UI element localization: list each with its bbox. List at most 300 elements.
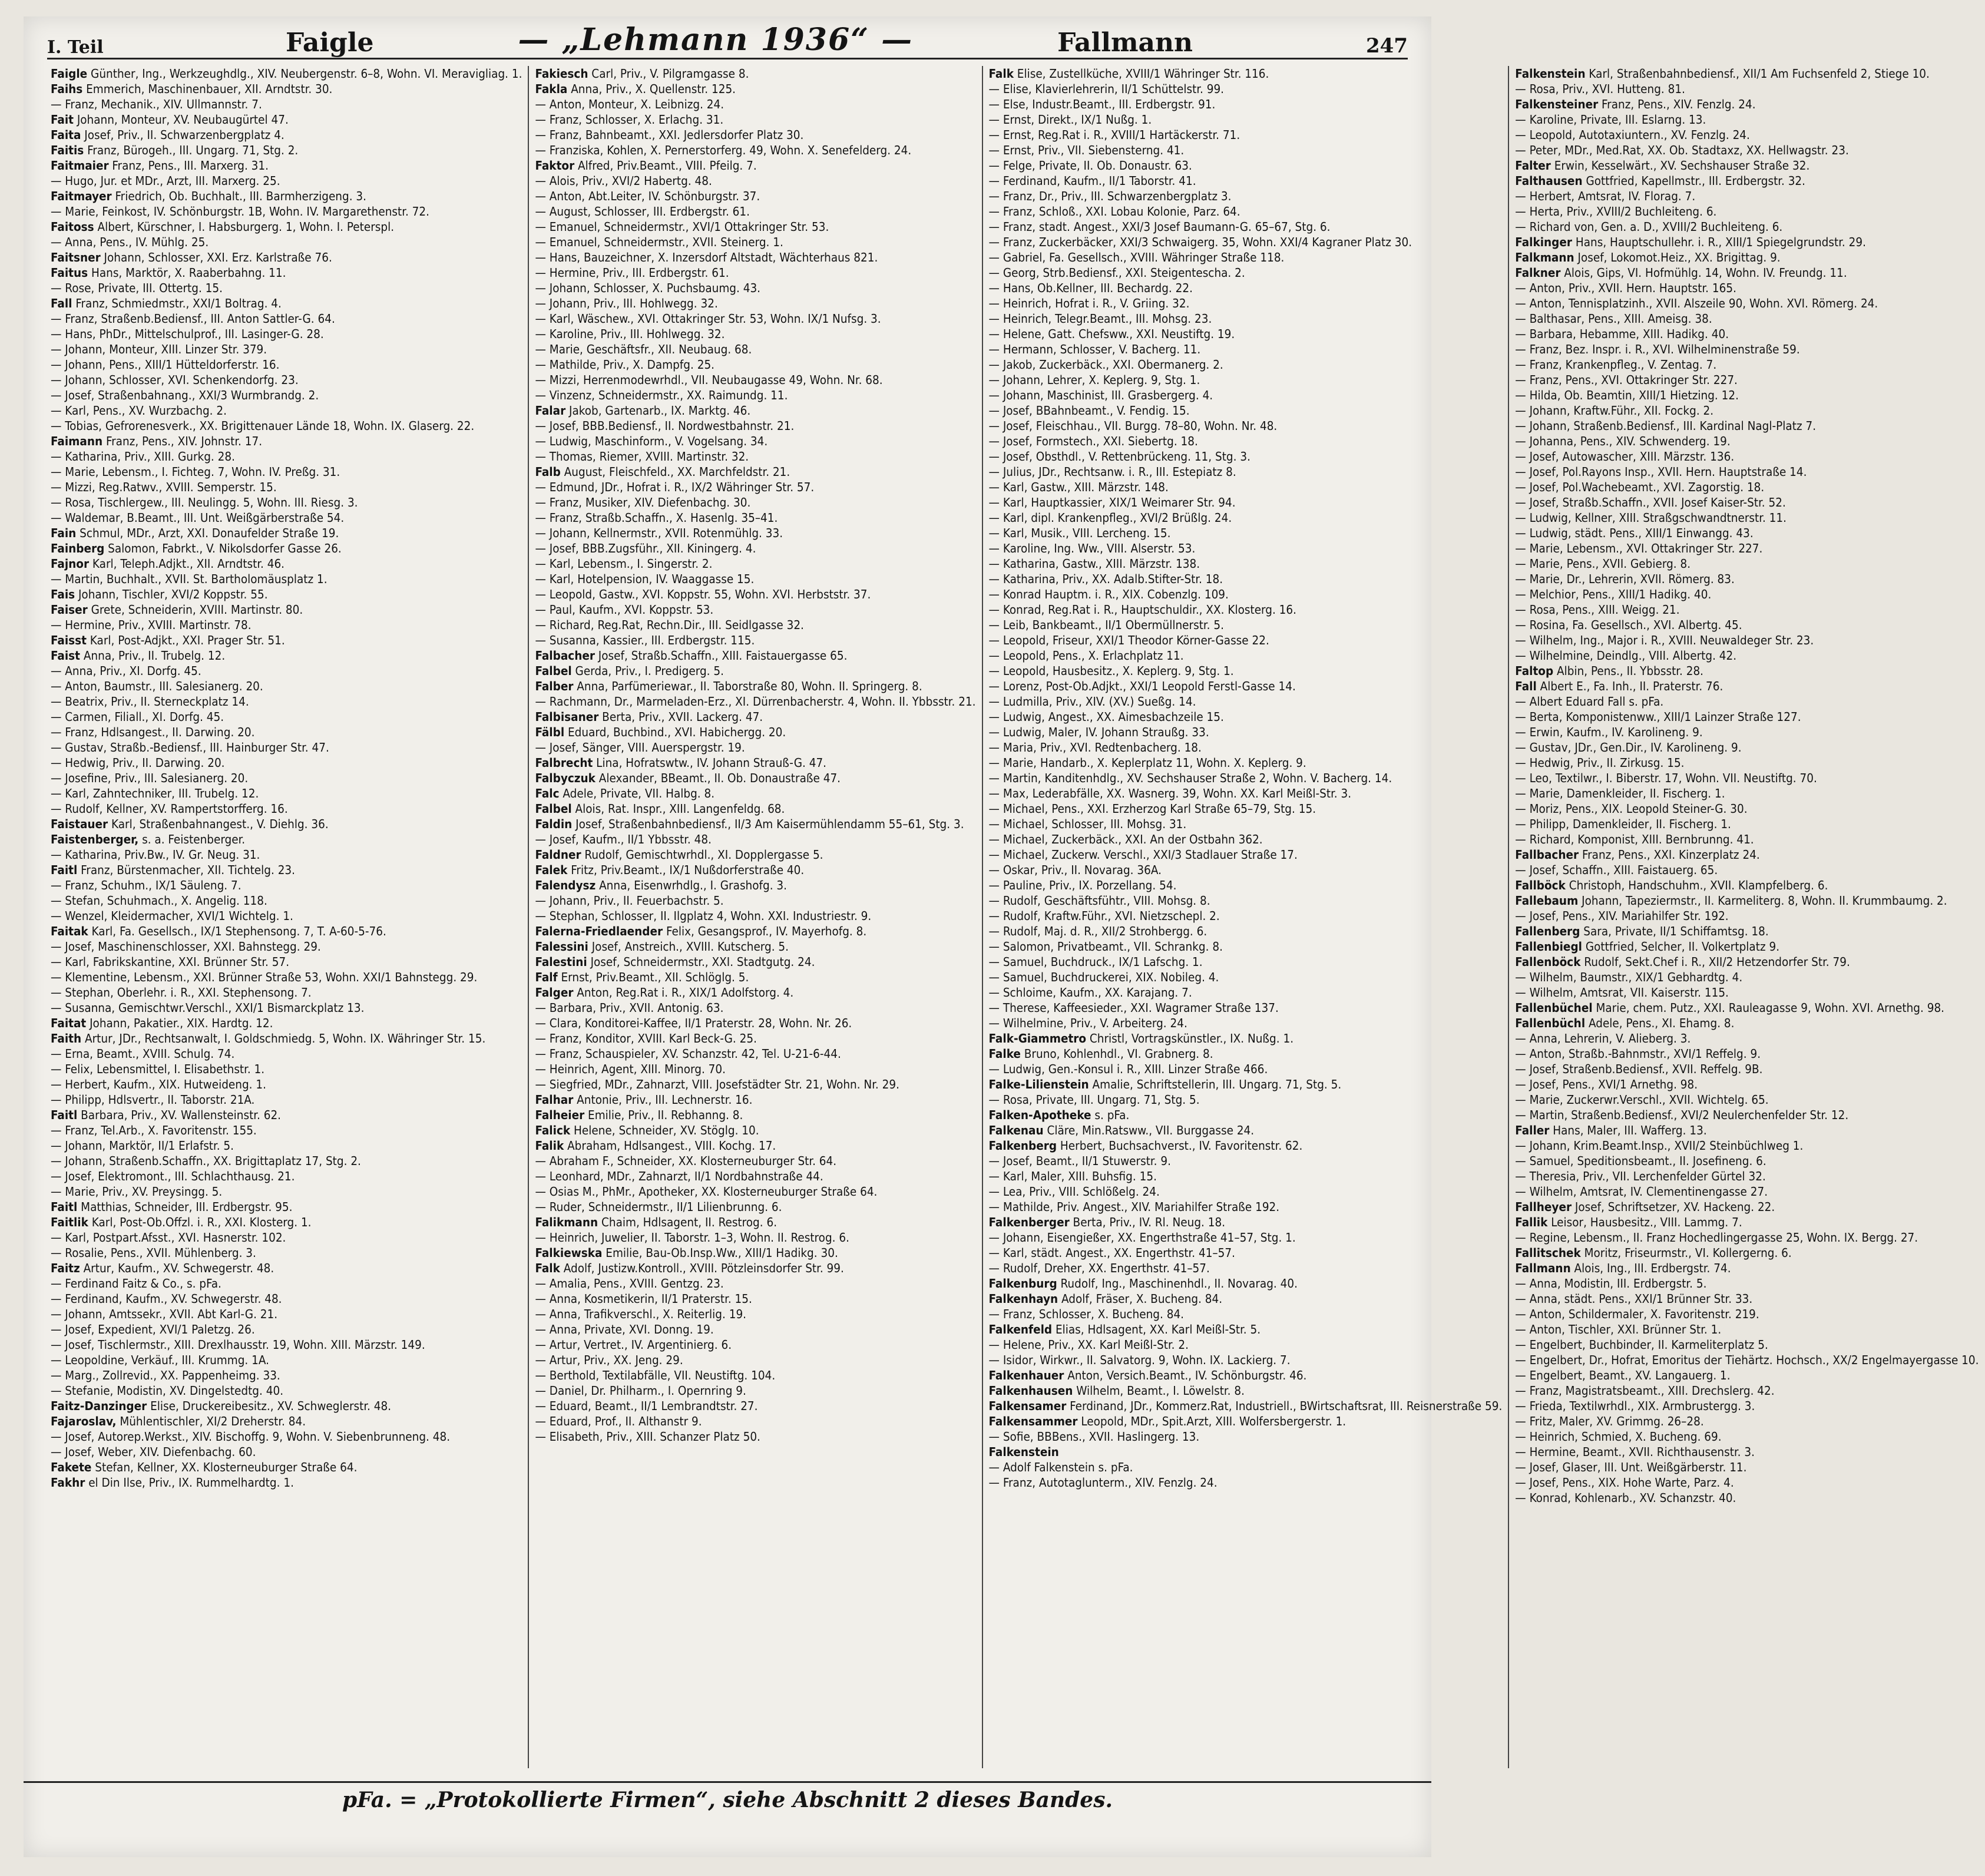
directory-entry: — Franz, Schlosser, X. Erlachg. 31. [535, 113, 724, 127]
directory-entry: Fakiesch Carl, Priv., V. Pilgramgasse 8. [535, 67, 749, 81]
directory-entry: — Rosalie, Pens., XVII. Mühlenberg. 3. [51, 1246, 256, 1260]
directory-entry: — Amalia, Pens., XVIII. Gentzg. 23. [535, 1276, 724, 1291]
directory-entry: Falbyczuk Alexander, BBeamt., II. Ob. Donaustraße 47. [535, 771, 841, 785]
directory-entry: Falbrecht Lina, Hofratswtw., IV. Johann Strauß-G. 47. [535, 756, 827, 770]
directory-page [24, 16, 1979, 1857]
directory-entry: — Karoline, Priv., III. Hohlwegg. 32. [535, 327, 725, 341]
directory-entry: Faistauer Karl, Straßenbahnangest., V. Diehlg. 36. [51, 817, 329, 831]
directory-entry: — Hermann, Schlosser, V. Bacherg. 11. [988, 342, 1201, 356]
directory-entry: Faitmaier Franz, Pens., III. Marxerg. 31. [51, 158, 269, 173]
directory-entry: — Ludwig, städt. Pens., XIII/1 Einwangg. 43. [1515, 526, 1754, 540]
directory-entry: — Gustav, JDr., Gen.Dir., IV. Karolineng. 9. [1515, 740, 1742, 755]
directory-entry: Fait Johann, Monteur, XV. Neubaugürtel 47. [51, 113, 289, 127]
directory-entry: Fallenböck Rudolf, Sekt.Chef i. R., XII/2 Hetzendorfer Str. 79. [1515, 955, 1850, 969]
directory-entry: — Hermine, Priv., XVIII. Martinstr. 78. [51, 618, 252, 632]
directory-entry: — Elise, Klavierlehrerin, II/1 Schüttelstr. 99. [988, 82, 1225, 96]
directory-entry: Fallebaum Johann, Tapeziermstr., II. Karmeliterg. 8, Wohn. II. Krummbaumg. 2. [1515, 894, 1947, 908]
directory-entry: — Karl, Zahntechniker, III. Trubelg. 12. [51, 786, 259, 800]
directory-entry: Faisst Karl, Post-Adjkt., XXI. Prager Str. 51. [51, 633, 285, 647]
directory-entry: — Karl, Gastw., XIII. Märzstr. 148. [988, 480, 1169, 494]
directory-entry: — Alois, Priv., XVI/2 Habertg. 48. [535, 174, 712, 188]
directory-entry: — Peter, MDr., Med.Rat, XX. Ob. Stadtaxz, XX. Hellwagstr. 23. [1515, 143, 1849, 157]
directory-entry: — Katharina, Priv., XX. Adalb.Stifter-Str. 18. [988, 572, 1223, 586]
directory-entry: — Anton, Schildermaler, X. Favoritenstr. 219. [1515, 1307, 1759, 1321]
directory-entry: — Vinzenz, Schneidermstr., XX. Raimundg. 11. [535, 388, 788, 402]
directory-entry: — Franz, Musiker, XIV. Diefenbachg. 30. [535, 495, 751, 509]
directory-entry: — Hans, Bauzeichner, X. Inzersdorf Altstadt, Wächterhaus 821. [535, 250, 878, 264]
directory-entry: — Josef, BBahnbeamt., V. Fendig. 15. [988, 403, 1190, 418]
directory-entry: — Karl, dipl. Krankenpfleg., XVI/2 Brüßlg. 24. [988, 511, 1232, 525]
directory-entry: — Wilhelmine, Deindlg., VIII. Albertg. 42. [1515, 649, 1737, 663]
directory-entry: Faitz-Danzinger Elise, Druckereibesitz., XV. Schweglerstr. 48. [51, 1399, 392, 1413]
directory-entry: Falek Fritz, Priv.Beamt., IX/1 Nußdorferstraße 40. [535, 863, 805, 877]
directory-entry: Falk Adolf, Justizw.Kontroll., XVIII. Pötzleinsdorfer Str. 99. [535, 1261, 844, 1275]
directory-entry: — Hans, PhDr., Mittelschulprof., III. Lasinger-G. 28. [51, 327, 324, 341]
entry-columns [45, 66, 1979, 1768]
directory-entry: Fallbacher Franz, Pens., XXI. Kinzerplatz 24. [1515, 848, 1760, 862]
directory-entry: — Artur, Vertret., IV. Argentinierg. 6. [535, 1338, 732, 1352]
directory-entry: Falkner Alois, Gips, VI. Hofmühlg. 14, Wohn. IV. Freundg. 11. [1515, 266, 1847, 280]
directory-entry: — Katharina, Priv.Bw., IV. Gr. Neug. 31. [51, 848, 260, 862]
directory-entry: — Josef, Pol.Rayons Insp., XVII. Hern. Hauptstraße 14. [1515, 465, 1807, 479]
directory-entry: Falik Abraham, Hdlsangest., VIII. Kochg. 17. [535, 1139, 776, 1153]
directory-entry: — Rudolf, Kraftw.Führ., XVI. Nietzschepl. 2. [988, 909, 1220, 923]
directory-entry: Falkenberg Herbert, Buchsachverst., IV. Favoritenstr. 62. [988, 1139, 1303, 1153]
directory-entry: — Franz, Mechanik., XIV. Ullmannstr. 7. [51, 97, 262, 111]
directory-entry: — Ludwig, Angest., XX. Aimesbachzeile 15. [988, 710, 1224, 724]
directory-entry: — Marie, Lebensm., I. Fichteg. 7, Wohn. IV. Preßg. 31. [51, 465, 340, 479]
directory-entry: Falber Anna, Parfümeriewar., II. Taborstraße 80, Wohn. II. Springerg. 8. [535, 679, 922, 693]
directory-entry: — Karl, städt. Angest., XX. Engerthstr. 41–57. [988, 1246, 1235, 1260]
directory-entry: Falke-Lilienstein Amalie, Schriftstellerin, III. Ungarg. 71, Stg. 5. [988, 1077, 1342, 1091]
directory-entry: — Jakob, Zuckerbäck., XXI. Obermanerg. 2. [988, 358, 1223, 372]
directory-entry: — Beatrix, Priv., II. Sterneckplatz 14. [51, 694, 249, 709]
directory-entry: Falheier Emilie, Priv., II. Rebhanng. 8. [535, 1108, 743, 1122]
directory-entry: — Anna, Kosmetikerin, II/1 Praterstr. 15. [535, 1292, 752, 1306]
directory-entry: — Clara, Konditorei-Kaffee, II/1 Praterstr. 28, Wohn. Nr. 26. [535, 1016, 852, 1030]
directory-entry: — Karl, Hauptkassier, XIX/1 Weimarer Str. 94. [988, 495, 1236, 509]
directory-entry: — Karl, Wäschew., XVI. Ottakringer Str. 53, Wohn. IX/1 Nufsg. 3. [535, 312, 881, 326]
directory-entry: Falkenburg Rudolf, Ing., Maschinenhdl., II. Novarag. 40. [988, 1276, 1298, 1291]
directory-entry: — Josef, Pens., XIV. Mariahilfer Str. 192. [1515, 909, 1729, 923]
directory-entry: — Leopold, Friseur, XXI/1 Theodor Körner-Gasse 22. [988, 633, 1269, 647]
directory-entry: — Moriz, Pens., XIX. Leopold Steiner-G. 30. [1515, 802, 1748, 816]
directory-entry: — Barbara, Priv., XVII. Antonig. 63. [535, 1001, 724, 1015]
directory-entry: Faith Artur, JDr., Rechtsanwalt, I. Goldschmiedg. 5, Wohn. IX. Währinger Str. 15. [51, 1031, 486, 1045]
directory-entry: Faist Anna, Priv., II. Trubelg. 12. [51, 649, 226, 663]
directory-entry: — Anna, Pens., IV. Mühlg. 25. [51, 235, 209, 249]
directory-entry: — Frieda, Textilwrhdl., XIX. Armbrustergg. 3. [1515, 1399, 1755, 1413]
directory-entry: — Karl, Maler, XIII. Buhsfig. 15. [988, 1169, 1157, 1183]
directory-entry: — Michael, Schlosser, III. Mohsg. 31. [988, 817, 1187, 831]
directory-entry: — Anna, Private, XVI. Donng. 19. [535, 1322, 714, 1336]
directory-entry: Fallenbüchel Marie, chem. Putz., XXI. Rauleagasse 9, Wohn. XVI. Arnethg. 98. [1515, 1001, 1945, 1015]
directory-entry: Fall Albert E., Fa. Inh., II. Praterstr. 76. [1515, 679, 1723, 693]
directory-entry: — Karl, Postpart.Afsst., XVI. Hasnerstr. 102. [51, 1230, 286, 1245]
directory-entry: — Marie, Handarb., X. Keplerplatz 11, Wohn. X. Keplerg. 9. [988, 756, 1306, 770]
directory-entry: — Marie, Damenkleider, II. Fischerg. 1. [1515, 786, 1725, 800]
directory-entry: — Ruder, Schneidermstr., II/1 Lilienbrunng. 6. [535, 1200, 782, 1214]
directory-entry: — Karl, Hotelpension, IV. Waaggasse 15. [535, 572, 755, 586]
directory-entry: Falc Adele, Private, VII. Halbg. 8. [535, 786, 715, 800]
directory-entry: Faihs Emmerich, Maschinenbauer, XII. Arndtstr. 30. [51, 82, 333, 96]
directory-entry: Faitat Johann, Pakatier., XIX. Hardtg. 12. [51, 1016, 273, 1030]
directory-entry: — Engelbert, Buchbinder, II. Karmeliterplatz 5. [1515, 1338, 1768, 1352]
directory-entry: — Marie, Geschäftsfr., XII. Neubaug. 68. [535, 342, 752, 356]
directory-entry: — Mathilde, Priv. Angest., XIV. Mariahilfer Straße 192. [988, 1200, 1280, 1214]
directory-entry: Falikmann Chaim, Hdlsagent, II. Restrog. 6. [535, 1215, 778, 1229]
directory-entry: — Johann, Monteur, XIII. Linzer Str. 379. [51, 342, 267, 356]
directory-entry: Falessini Josef, Anstreich., XVIII. Kutscherg. 5. [535, 939, 789, 954]
directory-entry: — Albert Eduard Fall s. pFa. [1515, 694, 1664, 709]
directory-entry: — Leopold, Hausbesitz., X. Keplerg. 9, Stg. 1. [988, 664, 1234, 678]
directory-entry: Faitis Franz, Bürogeh., III. Ungarg. 71, Stg. 2. [51, 143, 299, 157]
directory-entry: Falick Helene, Schneider, XV. Stöglg. 10. [535, 1123, 759, 1137]
directory-entry: Falbel Gerda, Priv., I. Predigerg. 5. [535, 664, 724, 678]
directory-entry: — Leopold, Autotaxiuntern., XV. Fenzlg. 24. [1515, 128, 1750, 142]
directory-entry: Falkiewska Emilie, Bau-Ob.Insp.Ww., XIII/1 Hadikg. 30. [535, 1246, 838, 1260]
column-3 [983, 66, 1510, 1768]
directory-entry: — Johann, Amtssekr., XVII. Abt Karl-G. 21. [51, 1307, 278, 1321]
directory-entry: — Josef, Straßb.Schaffn., XVII. Josef Kaiser-Str. 52. [1515, 495, 1786, 509]
directory-entry: — Johann, Schlosser, XVI. Schenkendorfg. 23. [51, 373, 299, 387]
directory-entry: — Josef, Formstech., XXI. Siebertg. 18. [988, 434, 1198, 448]
directory-entry: — Isidor, Wirkwr., II. Salvatorg. 9, Wohn. IX. Lackierg. 7. [988, 1353, 1291, 1367]
directory-entry: — Ludmilla, Priv., XIV. (XV.) Sueßg. 14. [988, 694, 1196, 709]
directory-entry: — Hugo, Jur. et MDr., Arzt, III. Marxerg. 25. [51, 174, 280, 188]
directory-entry: — Marg., Zollrevid., XX. Pappenheimg. 33. [51, 1368, 280, 1382]
directory-entry: — Eduard, Prof., II. Althanstr 9. [535, 1414, 702, 1428]
directory-entry: — Emanuel, Schneidermstr., XVII. Steinerg. 1. [535, 235, 783, 249]
directory-entry: Fais Johann, Tischler, XVI/2 Koppstr. 55. [51, 587, 268, 601]
directory-entry: — Barbara, Hebamme, XIII. Hadikg. 40. [1515, 327, 1729, 341]
directory-entry: — Josef, Obsthdl., V. Rettenbrückeng. 11, Stg. 3. [988, 449, 1250, 464]
directory-entry: — Franz, Straßb.Schaffn., X. Hasenlg. 35–41. [535, 511, 778, 525]
directory-entry: — Rosa, Priv., XVI. Hutteng. 81. [1515, 82, 1685, 96]
first-keyword: Faigle [286, 28, 374, 58]
directory-entry: Faitl Franz, Bürstenmacher, XII. Tichtelg. 23. [51, 863, 296, 877]
directory-entry: — Elisabeth, Priv., XIII. Schanzer Platz 50. [535, 1430, 760, 1444]
directory-entry: — Samuel, Buchdruck., IX/1 Lafschg. 1. [988, 955, 1203, 969]
directory-entry: Faitl Matthias, Schneider, III. Erdbergstr. 95. [51, 1200, 293, 1214]
directory-entry: — Johann, Priv., III. Hohlwegg. 32. [535, 296, 718, 310]
directory-entry: — Konrad, Kohlenarb., XV. Schanzstr. 40. [1515, 1491, 1736, 1505]
directory-entry: Faitlik Karl, Post-Ob.Offzl. i. R., XXI. Klosterg. 1. [51, 1215, 312, 1229]
directory-entry: — Anton, Monteur, X. Leibnizg. 24. [535, 97, 724, 111]
directory-entry: — Josef, Straßenbahnang., XXI/3 Wurmbrandg. 2. [51, 388, 319, 402]
directory-entry: — Stephan, Schlosser, II. Ilgplatz 4, Wohn. XXI. Industriestr. 9. [535, 909, 872, 923]
directory-entry: — Daniel, Dr. Philharm., I. Opernring 9. [535, 1384, 746, 1398]
directory-entry: — Julius, JDr., Rechtsanw. i. R., III. Estepiatz 8. [988, 465, 1236, 479]
directory-entry: — Josef, Fleischhau., VII. Burgg. 78–80, Wohn. Nr. 48. [988, 419, 1278, 433]
directory-entry: — Josefine, Priv., III. Salesianerg. 20. [51, 771, 249, 785]
directory-entry: — Josef, Expedient, XVI/1 Paletzg. 26. [51, 1322, 255, 1336]
directory-entry: — Herbert, Kaufm., XIX. Hutweideng. 1. [51, 1077, 266, 1091]
directory-entry: Falk Elise, Zustellküche, XVIII/1 Währinger Str. 116. [988, 67, 1269, 81]
directory-entry: Falter Erwin, Kesselwärt., XV. Sechshauser Straße 32. [1515, 158, 1810, 173]
directory-entry: — Anna, Lehrerin, V. Alieberg. 3. [1515, 1031, 1691, 1045]
directory-entry: Faimann Franz, Pens., XIV. Johnstr. 17. [51, 434, 263, 448]
directory-entry: Faitsner Johann, Schlosser, XXI. Erz. Karlstraße 76. [51, 250, 332, 264]
directory-entry: — Engelbert, Beamt., XV. Langauerg. 1. [1515, 1368, 1731, 1382]
directory-entry: — Wilhelm, Ing., Major i. R., XVIII. Neuwaldeger Str. 23. [1515, 633, 1814, 647]
directory-entry: — Fritz, Maler, XV. Grimmg. 26–28. [1515, 1414, 1704, 1428]
directory-entry: — Josef, Straßenb.Bediensf., XVII. Reffelg. 9B. [1515, 1062, 1763, 1076]
directory-entry: — Marie, Pens., XVII. Gebierg. 8. [1515, 557, 1691, 571]
directory-entry: — Anna, Modistin, III. Erdbergstr. 5. [1515, 1276, 1707, 1291]
directory-entry: Falthausen Gottfried, Kapellmstr., III. Erdbergstr. 32. [1515, 174, 1806, 188]
directory-entry: — Franz, Pens., XVI. Ottakringer Str. 227. [1515, 373, 1738, 387]
directory-entry: — Helene, Priv., XX. Karl Meißl-Str. 2. [988, 1338, 1189, 1352]
directory-entry: — Rosa, Pens., XIII. Weigg. 21. [1515, 603, 1680, 617]
directory-entry: — Rudolf, Dreher, XX. Engerthstr. 41–57. [988, 1261, 1210, 1275]
directory-entry: — Heinrich, Schmied, X. Bucheng. 69. [1515, 1430, 1722, 1444]
directory-entry: — Richard von, Gen. a. D., XVIII/2 Buchleiteng. 6. [1515, 220, 1783, 234]
directory-entry: — Felge, Private, II. Ob. Donaustr. 63. [988, 158, 1192, 173]
directory-entry: Falkensammer Leopold, MDr., Spit.Arzt, XIII. Wolfersbergerstr. 1. [988, 1414, 1347, 1428]
directory-entry: — Schloime, Kaufm., XX. Karajang. 7. [988, 985, 1192, 1000]
directory-entry: Faigle Günther, Ing., Werkzeughdlg., XIV. Neubergenstr. 6–8, Wohn. VI. Meravigliag. 1. [51, 67, 522, 81]
directory-entry: — Franz, Straßenb.Bediensf., III. Anton Sattler-G. 64. [51, 312, 335, 326]
directory-entry: — Johann, Straßenb.Bediensf., III. Kardinal Nagl-Platz 7. [1515, 419, 1817, 433]
directory-entry: — Karoline, Ing. Ww., VIII. Alserstr. 53. [988, 541, 1196, 555]
directory-entry: — Hermine, Priv., III. Erdbergstr. 61. [535, 266, 729, 280]
directory-entry: — Helene, Gatt. Chefsww., XXI. Neustiftg. 19. [988, 327, 1235, 341]
directory-entry: — Pauline, Priv., IX. Porzellang. 54. [988, 878, 1177, 892]
directory-entry: — Ferdinand, Kaufm., II/1 Taborstr. 41. [988, 174, 1196, 188]
directory-entry: — Richard, Komponist, XIII. Bernbrunng. 41. [1515, 832, 1754, 846]
directory-entry: — Franz, Schuhm., IX/1 Säuleng. 7. [51, 878, 241, 892]
directory-entry: — Philipp, Damenkleider, II. Fischerg. 1. [1515, 817, 1731, 831]
directory-entry: — Franz, Bez. Inspr. i. R., XVI. Wilhelminenstraße 59. [1515, 342, 1800, 356]
directory-entry: — Erwin, Kaufm., IV. Karolineng. 9. [1515, 725, 1703, 739]
directory-entry: — Franz, Zuckerbäcker, XXI/3 Schwaigerg. 35, Wohn. XXI/4 Kagraner Platz 30. [988, 235, 1412, 249]
directory-entry: Falkmann Josef, Lokomot.Heiz., XX. Brigittag. 9. [1515, 250, 1781, 264]
directory-entry: — Martin, Straßenb.Bediensf., XVI/2 Neulerchenfelder Str. 12. [1515, 1108, 1849, 1122]
directory-entry: — Wilhelmine, Priv., V. Arbeiterg. 24. [988, 1016, 1187, 1030]
directory-entry: Faitus Hans, Marktör, X. Raaberbahng. 11. [51, 266, 286, 280]
directory-entry: — Edmund, JDr., Hofrat i. R., IX/2 Währinger Str. 57. [535, 480, 815, 494]
directory-entry: — Philipp, Hdlsvertr., II. Taborstr. 21A. [51, 1093, 255, 1107]
directory-entry: — Anna, Priv., XI. Dorfg. 45. [51, 664, 201, 678]
directory-entry: — Berta, Komponistenww., XIII/1 Lainzer Straße 127. [1515, 710, 1801, 724]
directory-entry: — Eduard, Beamt., II/1 Lembrandtstr. 27. [535, 1399, 758, 1413]
directory-entry: — Stefan, Schuhmach., X. Angelig. 118. [51, 894, 267, 908]
directory-entry: — Herbert, Amtsrat, IV. Florag. 7. [1515, 189, 1696, 203]
directory-entry: Fainberg Salomon, Fabrkt., V. Nikolsdorfer Gasse 26. [51, 541, 342, 555]
directory-entry: Falkenhauer Anton, Versich.Beamt., IV. Schönburgstr. 46. [988, 1368, 1307, 1382]
directory-entry: — Rosa, Private, III. Ungarg. 71, Stg. 5. [988, 1093, 1200, 1107]
directory-entry: — Josef, Autowascher, XIII. Märzstr. 136. [1515, 449, 1735, 464]
directory-entry: — Carmen, Filiall., XI. Dorfg. 45. [51, 710, 224, 724]
directory-entry: — Ernst, Priv., VII. Siebensterng. 41. [988, 143, 1185, 157]
directory-entry: Falf Ernst, Priv.Beamt., XII. Schlöglg. 5. [535, 970, 749, 984]
directory-entry: — Josef, Tischlermstr., XIII. Drexlhausstr. 19, Wohn. XIII. Märzstr. 149. [51, 1338, 425, 1352]
directory-entry: — Felix, Lebensmittel, I. Elisabethstr. 1. [51, 1062, 265, 1076]
directory-entry: Faita Josef, Priv., II. Schwarzenbergplatz 4. [51, 128, 284, 142]
directory-entry: — Theresia, Priv., VII. Lerchenfelder Gürtel 32. [1515, 1169, 1766, 1183]
directory-entry: — Salomon, Privatbeamt., VII. Schrankg. 8. [988, 939, 1223, 954]
directory-entry: — Franz, Bahnbeamt., XXI. Jedlersdorfer Platz 30. [535, 128, 804, 142]
directory-entry: — Franz, Tel.Arb., X. Favoritenstr. 155. [51, 1123, 257, 1137]
directory-entry: — Johann, Marktör, II/1 Erlafstr. 5. [51, 1139, 234, 1153]
directory-entry: — Ludwig, Kellner, XIII. Straßgschwandtnerstr. 11. [1515, 511, 1786, 525]
directory-entry: — Thomas, Riemer, XVIII. Martinstr. 32. [535, 449, 749, 464]
directory-entry: — Artur, Priv., XX. Jeng. 29. [535, 1353, 683, 1367]
directory-entry: Falkinger Hans, Hauptschullehr. i. R., XIII/1 Spiegelgrundstr. 29. [1515, 235, 1866, 249]
directory-entry: — Josef, BBB.Bediensf., II. Nordwestbahnstr. 21. [535, 419, 795, 433]
directory-entry: — Mizzi, Reg.Ratwv., XVIII. Semperstr. 15. [51, 480, 277, 494]
directory-entry: — Leopold, Gastw., XVI. Koppstr. 55, Wohn. XVI. Herbststr. 37. [535, 587, 871, 601]
directory-entry: — Wilhelm, Baumstr., XIX/1 Gebhardtg. 4. [1515, 970, 1743, 984]
directory-entry: — Johann, Krim.Beamt.Insp., XVII/2 Steinbüchlweg 1. [1515, 1139, 1804, 1153]
directory-entry: — Ernst, Direkt., IX/1 Nußg. 1. [988, 113, 1152, 127]
directory-entry: — Maria, Priv., XVI. Redtenbacherg. 18. [988, 740, 1202, 755]
directory-entry: — Karl, Fabrikskantine, XXI. Brünner Str. 57. [51, 955, 290, 969]
directory-entry: — Josef, Maschinenschlosser, XXI. Bahnstegg. 29. [51, 939, 321, 954]
directory-entry: — Klementine, Lebensm., XXI. Brünner Straße 53, Wohn. XXI/1 Bahnstegg. 29. [51, 970, 478, 984]
directory-entry: — Heinrich, Juwelier, II. Taborstr. 1–3, Wohn. II. Restrog. 6. [535, 1230, 849, 1245]
directory-entry: Fallmann Alois, Ing., III. Erdbergstr. 74. [1515, 1261, 1731, 1275]
column-2 [529, 66, 982, 1768]
directory-entry: — Gabriel, Fa. Gesellsch., XVIII. Währinger Straße 118. [988, 250, 1285, 264]
directory-entry: Falb August, Fleischfeld., XX. Marchfeldstr. 21. [535, 465, 790, 479]
directory-entry: Falerna-Friedlaender Felix, Gesangsprof., IV. Mayerhofg. 8. [535, 924, 867, 938]
directory-entry: — Josef, BBB.Zugsführ., XII. Kiningerg. 4. [535, 541, 756, 555]
directory-entry: — Johanna, Pens., XIV. Schwenderg. 19. [1515, 434, 1731, 448]
directory-entry: — Stefanie, Modistin, XV. Dingelstedtg. 40. [51, 1384, 284, 1398]
directory-entry: — Berthold, Textilabfälle, VII. Neustiftg. 104. [535, 1368, 776, 1382]
directory-entry: — Balthasar, Pens., XIII. Ameisg. 38. [1515, 312, 1712, 326]
directory-entry: — Katharina, Gastw., XIII. Märzstr. 138. [988, 557, 1200, 571]
directory-entry: Falkenau Cläre, Min.Ratsww., VII. Burggasse 24. [988, 1123, 1255, 1137]
directory-entry: — Stephan, Oberlehr. i. R., XXI. Stephensong. 7. [51, 985, 312, 1000]
directory-entry: Falk-Giammetro Christl, Vortragskünstler., IX. Nußg. 1. [988, 1031, 1294, 1045]
directory-entry: — Ferdinand, Kaufm., XV. Schwegerstr. 48. [51, 1292, 282, 1306]
directory-entry: — Johann, Maschinist, III. Grasbergerg. 4. [988, 388, 1213, 402]
directory-entry: — Richard, Reg.Rat, Rechn.Dir., III. Seidlgasse 32. [535, 618, 804, 632]
directory-entry: Falger Anton, Reg.Rat i. R., XIX/1 Adolfstorg. 4. [535, 985, 794, 1000]
directory-entry: — Anton, Priv., XVII. Hern. Hauptstr. 165. [1515, 281, 1736, 295]
directory-entry: — Franziska, Kohlen, X. Pernerstorferg. 49, Wohn. X. Senefelderg. 24. [535, 143, 912, 157]
directory-entry: — Franz, Krankenpfleg., V. Zentag. 7. [1515, 358, 1717, 372]
directory-entry: — Hilda, Ob. Beamtin, XIII/1 Hietzing. 12. [1515, 388, 1739, 402]
directory-entry: — Leib, Bankbeamt., II/1 Obermüllnerstr. 5. [988, 618, 1224, 632]
page-header [47, 20, 1408, 59]
directory-entry: — Josef, Elektromont., III. Schlachthausg. 21. [51, 1169, 295, 1183]
directory-entry: — Heinrich, Agent, XIII. Minorg. 70. [535, 1062, 726, 1076]
directory-entry: — Franz, Autotaglunterm., XIV. Fenzlg. 24. [988, 1475, 1218, 1490]
directory-entry: — Engelbert, Dr., Hofrat, Emoritus der Tiehärtz. Hochsch., XX/2 Engelmayergasse 10. [1515, 1353, 1979, 1367]
directory-entry: — Rose, Private, III. Ottertg. 15. [51, 281, 223, 295]
directory-entry: — Johann, Schlosser, X. Puchsbaumg. 43. [535, 281, 761, 295]
directory-entry: Falkenhayn Adolf, Fräser, X. Bucheng. 84. [988, 1292, 1223, 1306]
directory-entry: Fälbl Eduard, Buchbind., XVI. Habichergg. 20. [535, 725, 786, 739]
directory-entry: — Konrad, Reg.Rat i. R., Hauptschuldir., XX. Klosterg. 16. [988, 603, 1297, 617]
directory-entry: — Johann, Pens., XIII/1 Hütteldorferstr. 16. [51, 358, 280, 372]
directory-entry: — Mathilde, Priv., X. Dampfg. 25. [535, 358, 715, 372]
part-label: I. Teil [47, 37, 104, 58]
directory-entry: — Lorenz, Post-Ob.Adjkt., XXI/1 Leopold Ferstl-Gasse 14. [988, 679, 1296, 693]
directory-entry: — Waldemar, B.Beamt., III. Unt. Weißgärberstraße 54. [51, 511, 345, 525]
directory-entry: — Rachmann, Dr., Marmeladen-Erz., XI. Dürrenbacherstr. 4, Wohn. II. Ybbsstr. 21. [535, 694, 976, 709]
directory-entry: Fallenbüchl Adele, Pens., XI. Ehamg. 8. [1515, 1016, 1735, 1030]
page-number: 247 [1366, 34, 1408, 58]
directory-entry: Falkensamer Ferdinand, JDr., Kommerz.Rat, Industriell., BWirtschaftsrat, III. Reisnerstraße 59. [988, 1399, 1503, 1413]
directory-entry: — Emanuel, Schneidermstr., XVI/1 Ottakringer Str. 53. [535, 220, 829, 234]
directory-entry: — Franz, Dr., Priv., III. Schwarzenbergplatz 3. [988, 189, 1232, 203]
directory-entry: Fallenberg Sara, Private, II/1 Schiffamtsg. 18. [1515, 924, 1769, 938]
directory-entry: — Marie, Feinkost, IV. Schönburgstr. 1B, Wohn. IV. Margarethenstr. 72. [51, 204, 429, 219]
directory-entry: Falkenhausen Wilhelm, Beamt., I. Löwelstr. 8. [988, 1384, 1245, 1398]
directory-entry: — Rosa, Tischlergew., III. Neulingg. 5, Wohn. III. Riesg. 3. [51, 495, 358, 509]
directory-entry: — Ernst, Reg.Rat i. R., XVIII/1 Hartäckerstr. 71. [988, 128, 1240, 142]
directory-entry: — Hans, Ob.Kellner, III. Bechardg. 22. [988, 281, 1193, 295]
directory-entry: — Johann, Eisengießer, XX. Engerthstraße 41–57, Stg. 1. [988, 1230, 1296, 1245]
directory-entry: — Herta, Priv., XVIII/2 Buchleiteng. 6. [1515, 204, 1717, 219]
directory-entry: Falke Bruno, Kohlenhdl., VI. Grabnerg. 8. [988, 1047, 1213, 1061]
directory-entry: — Josef, Autorep.Werkst., XIV. Bischoffg. 9, Wohn. V. Siebenbrunneng. 48. [51, 1430, 451, 1444]
directory-entry: Falkenberger Berta, Priv., IV. Rl. Neug. 18. [988, 1215, 1226, 1229]
directory-entry: — Max, Lederabfälle, XX. Wasnerg. 39, Wohn. XX. Karl Meißl-Str. 3. [988, 786, 1352, 800]
directory-entry: — Rosina, Fa. Gesellsch., XVI. Albertg. 45. [1515, 618, 1742, 632]
directory-entry: Falhar Antonie, Priv., III. Lechnerstr. 16. [535, 1093, 753, 1107]
directory-entry: Fall Franz, Schmiedmstr., XXI/1 Boltrag. 4. [51, 296, 282, 310]
directory-entry: Faitz Artur, Kaufm., XV. Schwegerstr. 48. [51, 1261, 274, 1275]
directory-entry: Faktor Alfred, Priv.Beamt., VIII. Pfeilg. 7. [535, 158, 757, 173]
directory-entry: Faldner Rudolf, Gemischtwrhdl., XI. Dopplergasse 5. [535, 848, 823, 862]
directory-entry: — Samuel, Speditionsbeamt., II. Josefineng. 6. [1515, 1154, 1766, 1168]
directory-entry: — Johann, Straßenb.Schaffn., XX. Brigittaplatz 17, Stg. 2. [51, 1154, 361, 1168]
directory-entry: Faitoss Albert, Kürschner, I. Habsburgerg. 1, Wohn. I. Peterspl. [51, 220, 395, 234]
directory-entry: — Hedwig, Priv., II. Zirkusg. 15. [1515, 756, 1685, 770]
directory-entry: Faitak Karl, Fa. Gesellsch., IX/1 Stephensong. 7, T. A-60-5-76. [51, 924, 386, 938]
directory-entry: — Karl, Lebensm., I. Singerstr. 2. [535, 557, 713, 571]
directory-entry: — August, Schlosser, III. Erdbergstr. 61. [535, 204, 750, 219]
last-keyword: Fallmann [1057, 28, 1193, 58]
directory-entry: — Karl, Pens., XV. Wurzbachg. 2. [51, 403, 227, 418]
directory-entry: — Martin, Kanditenhdlg., XV. Sechshauser Straße 2, Wohn. V. Bacherg. 14. [988, 771, 1392, 785]
directory-entry: — Josef, Pens., XIX. Hohe Warte, Parz. 4. [1515, 1475, 1734, 1490]
directory-entry: Faltop Albin, Pens., II. Ybbsstr. 28. [1515, 664, 1704, 678]
directory-entry: — Leonhard, MDr., Zahnarzt, II/1 Nordbahnstraße 44. [535, 1169, 823, 1183]
directory-entry: — Samuel, Buchdruckerei, XIX. Nobileg. 4. [988, 970, 1219, 984]
directory-entry: Falkenstein [988, 1445, 1059, 1459]
directory-entry: — Johann, Priv., II. Feuerbachstr. 5. [535, 894, 724, 908]
directory-entry: — Osias M., PhMr., Apotheker, XX. Klosterneuburger Straße 64. [535, 1185, 878, 1199]
directory-entry: Faiser Grete, Schneiderin, XVIII. Martinstr. 80. [51, 603, 303, 617]
directory-entry: Falken-Apotheke s. pFa. [988, 1108, 1130, 1122]
directory-entry: Falkenfeld Elias, Hdlsagent, XX. Karl Meißl-Str. 5. [988, 1322, 1261, 1336]
directory-entry: — Wilhelm, Amtsrat, IV. Clementinengasse 27. [1515, 1185, 1768, 1199]
directory-entry: — Anton, Straßb.-Bahnmstr., XVI/1 Reffelg. 9. [1515, 1047, 1761, 1061]
directory-entry: — Marie, Priv., XV. Preysingg. 5. [51, 1185, 223, 1199]
directory-entry: — Sofie, BBBens., XVII. Haslingerg. 13. [988, 1430, 1200, 1444]
directory-entry: — Michael, Zuckerbäck., XXI. An der Ostbahn 362. [988, 832, 1263, 846]
directory-entry: — Josef, Pol.Wachebeamt., XVI. Zagorstig. 18. [1515, 480, 1765, 494]
directory-entry: — Michael, Zuckerw. Verschl., XXI/3 Stadlauer Straße 17. [988, 848, 1298, 862]
directory-entry: — Ludwig, Maschinform., V. Vogelsang. 34. [535, 434, 768, 448]
directory-entry: — Regine, Lebensm., II. Franz Hochedlingergasse 25, Wohn. IX. Bergg. 27. [1515, 1230, 1918, 1245]
directory-entry: — Oskar, Priv., II. Novarag. 36A. [988, 863, 1162, 877]
directory-entry: — Susanna, Kassier., III. Erdbergstr. 115. [535, 633, 755, 647]
directory-entry: Faitl Barbara, Priv., XV. Wallensteinstr. 62. [51, 1108, 282, 1122]
directory-entry: — Mizzi, Herrenmodewrhdl., VII. Neubaugasse 49, Wohn. Nr. 68. [535, 373, 883, 387]
directory-entry: — Marie, Dr., Lehrerin, XVII. Römerg. 83. [1515, 572, 1735, 586]
directory-entry: — Franz, Schloß., XXI. Lobau Kolonie, Parz. 64. [988, 204, 1240, 219]
directory-entry: — Ludwig, Maler, IV. Johann Straußg. 33. [988, 725, 1209, 739]
directory-entry: — Josef, Kaufm., II/1 Ybbsstr. 48. [535, 832, 712, 846]
